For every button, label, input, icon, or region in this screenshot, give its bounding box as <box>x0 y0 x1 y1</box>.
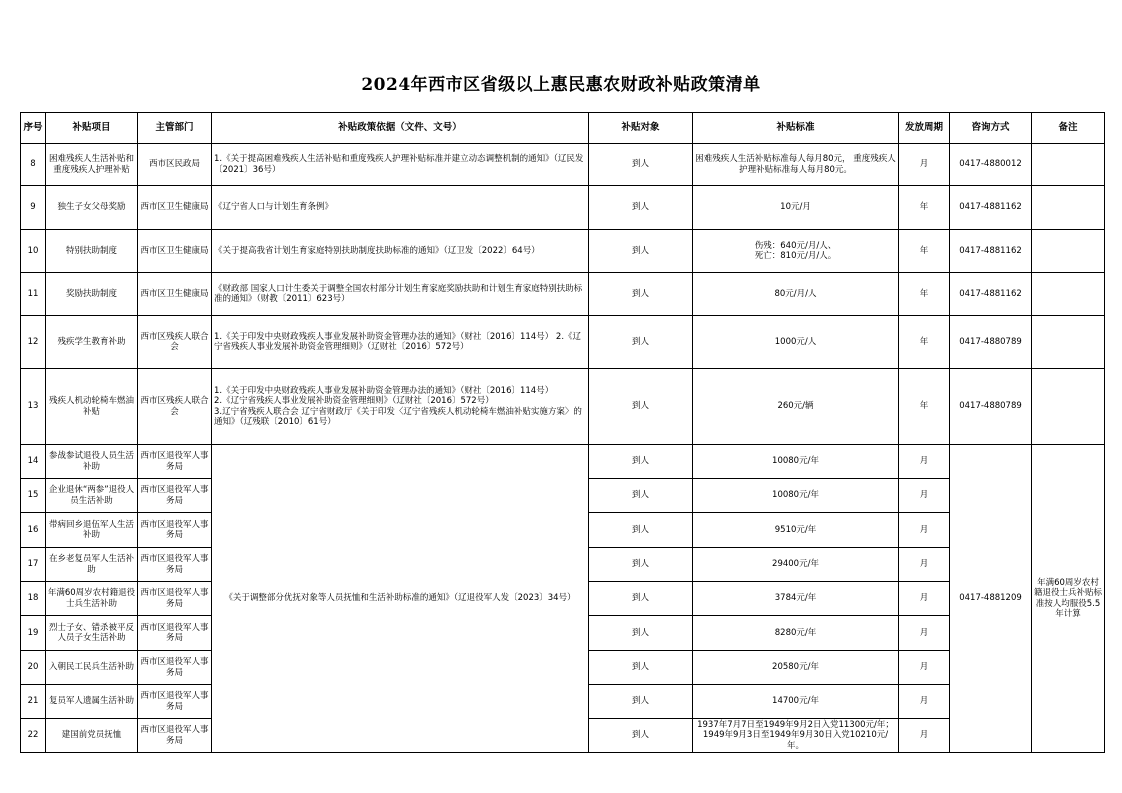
cell-dept: 西市区退役军人事务局 <box>138 548 212 582</box>
cell-basis: 1.《关于印发中央财政残疾人事业发展补助资金管理办法的通知》（财社〔2016〕114号） 2.《辽宁省残疾人事业发展补助资金管理细则》（辽财社〔2016〕572号） 3.辽宁省残疾人联合会 辽宁省财政厅《关于印发〈辽宁省残疾人机动轮椅车燃油补贴实施方案〉的通知》（辽残联〔2010〕61号） <box>212 369 589 445</box>
cell-note <box>1032 316 1105 369</box>
cell-no: 9 <box>21 186 46 230</box>
header-cycle: 发放周期 <box>899 113 950 144</box>
cell-cycle: 月 <box>899 582 950 616</box>
header-dept: 主管部门 <box>138 113 212 144</box>
cell-basis-merged: 《关于调整部分优抚对象等人员抚恤和生活补助标准的通知》（辽退役军人发〔2023〕34号） <box>212 445 589 753</box>
cell-contact: 0417-4881162 <box>950 230 1032 273</box>
cell-standard: 1000元/人 <box>693 316 899 369</box>
cell-cycle: 年 <box>899 369 950 445</box>
cell-target: 到人 <box>589 316 693 369</box>
cell-no: 15 <box>21 479 46 513</box>
cell-dept: 西市区退役军人事务局 <box>138 513 212 548</box>
cell-no: 11 <box>21 273 46 316</box>
cell-target: 到人 <box>589 582 693 616</box>
cell-cycle: 年 <box>899 316 950 369</box>
cell-item: 残疾人机动轮椅车燃油补贴 <box>46 369 138 445</box>
cell-standard: 1937年7月7日至1949年9月2日入党11300元/年；1949年9月3日至1949年9月30日入党10210元/年。 <box>693 719 899 753</box>
cell-target: 到人 <box>589 513 693 548</box>
cell-item: 参战参试退役人员生活补助 <box>46 445 138 479</box>
document-title: 2024年西市区省级以上惠民惠农财政补贴政策清单 <box>361 75 761 95</box>
cell-contact: 0417-4880789 <box>950 316 1032 369</box>
cell-dept: 西市区卫生健康局 <box>138 230 212 273</box>
cell-dept: 西市区退役军人事务局 <box>138 719 212 753</box>
cell-basis: 1.《关于提高困难残疾人生活补贴和重度残疾人护理补贴标准并建立动态调整机制的通知》（辽民发〔2021〕36号） <box>212 144 589 186</box>
cell-standard: 困难残疾人生活补贴标准每人每月80元， 重度残疾人护理补贴标准每人每月80元。 <box>693 144 899 186</box>
header-row <box>21 113 1105 144</box>
cell-item: 在乡老复员军人生活补助 <box>46 548 138 582</box>
cell-target: 到人 <box>589 651 693 685</box>
cell-cycle: 月 <box>899 616 950 651</box>
cell-cycle: 月 <box>899 685 950 719</box>
cell-contact: 0417-4881162 <box>950 273 1032 316</box>
table-row <box>21 230 1105 273</box>
cell-standard: 8280元/年 <box>693 616 899 651</box>
cell-dept: 西市区卫生健康局 <box>138 273 212 316</box>
cell-dept: 西市区民政局 <box>138 144 212 186</box>
cell-standard: 20580元/年 <box>693 651 899 685</box>
cell-dept: 西市区退役军人事务局 <box>138 445 212 479</box>
cell-contact: 0417-4880789 <box>950 369 1032 445</box>
cell-target: 到人 <box>589 616 693 651</box>
cell-item: 特别扶助制度 <box>46 230 138 273</box>
cell-dept: 西市区卫生健康局 <box>138 186 212 230</box>
cell-target: 到人 <box>589 445 693 479</box>
cell-basis: 《辽宁省人口与计划生育条例》 <box>212 186 589 230</box>
cell-note-merged: 年满60周岁农村籍退役士兵补贴标准按人均服役5.5年计算 <box>1032 445 1105 753</box>
cell-cycle: 月 <box>899 513 950 548</box>
cell-no: 13 <box>21 369 46 445</box>
cell-dept: 西市区残疾人联合会 <box>138 316 212 369</box>
table-row <box>21 445 1105 479</box>
cell-no: 12 <box>21 316 46 369</box>
cell-dept: 西市区退役军人事务局 <box>138 685 212 719</box>
cell-cycle: 年 <box>899 273 950 316</box>
cell-note <box>1032 369 1105 445</box>
cell-standard: 9510元/年 <box>693 513 899 548</box>
header-target: 补贴对象 <box>589 113 693 144</box>
cell-target: 到人 <box>589 719 693 753</box>
cell-target: 到人 <box>589 273 693 316</box>
cell-cycle: 月 <box>899 719 950 753</box>
cell-note <box>1032 230 1105 273</box>
cell-basis: 《财政部 国家人口计生委关于调整全国农村部分计划生育家庭奖励扶助和计划生育家庭特别扶助标准的通知》（财教〔2011〕623号） <box>212 273 589 316</box>
cell-cycle: 月 <box>899 144 950 186</box>
cell-standard: 伤残：640元/月/人、 死亡：810元/月/人。 <box>693 230 899 273</box>
cell-no: 22 <box>21 719 46 753</box>
cell-item: 建国前党员抚恤 <box>46 719 138 753</box>
header-note: 备注 <box>1032 113 1105 144</box>
cell-basis: 1.《关于印发中央财政残疾人事业发展补助资金管理办法的通知》（财社〔2016〕114号） 2.《辽宁省残疾人事业发展补助资金管理细则》（辽财社〔2016〕572号） <box>212 316 589 369</box>
cell-no: 20 <box>21 651 46 685</box>
cell-item: 年满60周岁农村籍退役士兵生活补助 <box>46 582 138 616</box>
header-no: 序号 <box>21 113 46 144</box>
header-contact: 咨询方式 <box>950 113 1032 144</box>
cell-no: 14 <box>21 445 46 479</box>
subsidy-policy-table <box>20 112 1105 753</box>
cell-item: 残疾学生教育补助 <box>46 316 138 369</box>
cell-basis: 《关于提高我省计划生育家庭特别扶助制度扶助标准的通知》（辽卫发〔2022〕64号） <box>212 230 589 273</box>
cell-dept: 西市区退役军人事务局 <box>138 651 212 685</box>
cell-no: 17 <box>21 548 46 582</box>
cell-cycle: 月 <box>899 548 950 582</box>
table-row <box>21 273 1105 316</box>
cell-standard: 29400元/年 <box>693 548 899 582</box>
header-basis: 补贴政策依据（文件、文号） <box>212 113 589 144</box>
cell-standard: 10080元/年 <box>693 479 899 513</box>
header-standard: 补贴标准 <box>693 113 899 144</box>
table-row <box>21 369 1105 445</box>
cell-standard: 80元/月/人 <box>693 273 899 316</box>
cell-dept: 西市区退役军人事务局 <box>138 479 212 513</box>
cell-standard: 14700元/年 <box>693 685 899 719</box>
cell-no: 21 <box>21 685 46 719</box>
cell-cycle: 年 <box>899 230 950 273</box>
cell-standard: 10080元/年 <box>693 445 899 479</box>
cell-standard: 10元/月 <box>693 186 899 230</box>
cell-cycle: 月 <box>899 479 950 513</box>
cell-note <box>1032 273 1105 316</box>
cell-note <box>1032 144 1105 186</box>
cell-item: 奖励扶助制度 <box>46 273 138 316</box>
cell-standard: 260元/辆 <box>693 369 899 445</box>
cell-target: 到人 <box>589 685 693 719</box>
cell-target: 到人 <box>589 186 693 230</box>
cell-no: 18 <box>21 582 46 616</box>
cell-cycle: 年 <box>899 186 950 230</box>
header-item: 补贴项目 <box>46 113 138 144</box>
cell-item: 入朝民工民兵生活补助 <box>46 651 138 685</box>
cell-item: 带病回乡退伍军人生活补助 <box>46 513 138 548</box>
cell-item: 困难残疾人生活补贴和重度残疾人护理补贴 <box>46 144 138 186</box>
cell-target: 到人 <box>589 369 693 445</box>
cell-target: 到人 <box>589 144 693 186</box>
cell-no: 19 <box>21 616 46 651</box>
cell-item: 复员军人遗属生活补助 <box>46 685 138 719</box>
cell-target: 到人 <box>589 230 693 273</box>
cell-standard: 3784元/年 <box>693 582 899 616</box>
cell-note <box>1032 186 1105 230</box>
cell-contact: 0417-4881162 <box>950 186 1032 230</box>
cell-contact-merged: 0417-4881209 <box>950 445 1032 753</box>
cell-no: 10 <box>21 230 46 273</box>
cell-dept: 西市区退役军人事务局 <box>138 616 212 651</box>
cell-no: 8 <box>21 144 46 186</box>
cell-cycle: 月 <box>899 445 950 479</box>
cell-item: 烈士子女、错杀被平反人员子女生活补助 <box>46 616 138 651</box>
cell-contact: 0417-4880012 <box>950 144 1032 186</box>
cell-target: 到人 <box>589 479 693 513</box>
cell-item: 企业退休“两参”退役人员生活补助 <box>46 479 138 513</box>
table-row <box>21 144 1105 186</box>
cell-dept: 西市区退役军人事务局 <box>138 582 212 616</box>
cell-item: 独生子女父母奖励 <box>46 186 138 230</box>
cell-cycle: 月 <box>899 651 950 685</box>
table-row <box>21 186 1105 230</box>
table-row <box>21 316 1105 369</box>
cell-dept: 西市区残疾人联合会 <box>138 369 212 445</box>
cell-target: 到人 <box>589 548 693 582</box>
cell-no: 16 <box>21 513 46 548</box>
